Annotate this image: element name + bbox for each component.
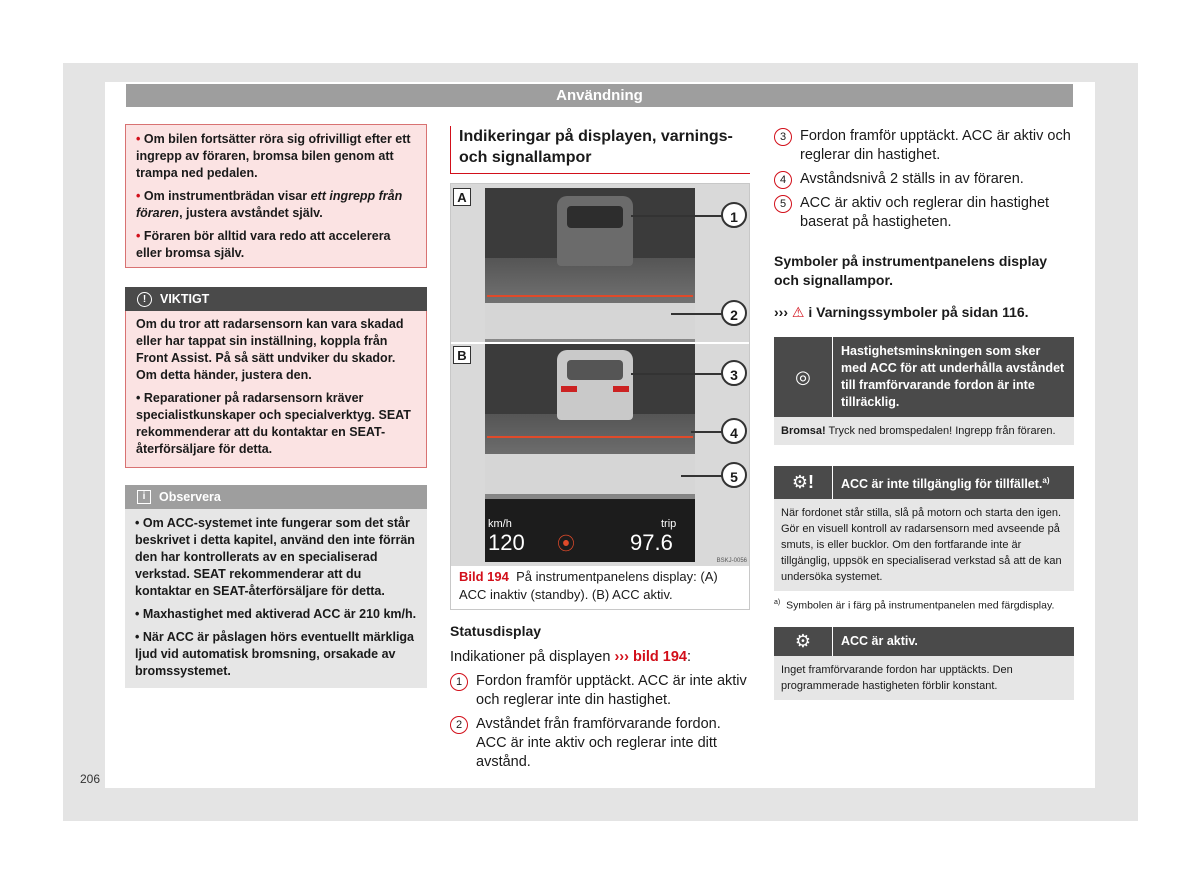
warning-item: • Om instrumentbrädan visar ett ingrepp från föraren, justera avståndet själv. — [136, 189, 403, 220]
panel-label-a: A — [453, 188, 471, 206]
list-item: 1 Fordon framför upptäckt. ACC är inte aktiv och reglerar inte din hastighet. — [450, 672, 750, 710]
callout-2: 2 — [721, 300, 747, 326]
status-intro: Indikationer på displayen ››› bild 194: — [450, 649, 692, 665]
page-number: 206 — [80, 772, 101, 786]
list-item: 3 Fordon framför upptäckt. ACC är aktiv och reglerar din hastighet. — [774, 127, 1074, 165]
section-title: Indikeringar på displayen, varnings- och signallampor — [450, 126, 750, 174]
list-item: 4 Avståndsnivå 2 ställs in av föraren. — [774, 170, 1074, 189]
callout-1: 1 — [721, 202, 747, 228]
viktigt-body: Om du tror att radarsensorn kan vara skadad eller har tappat sin inställning, koppla från Front Assist. På så sätt undviker du skador. Om detta händer, justera den. • Reparationer på radarsensorn kräver specialistkunskaper och specialverktyg. SEAT rekommenderar att du kontaktar en SEAT-återförsäljare för detta. — [125, 311, 427, 468]
car-icon — [557, 350, 633, 420]
observera-box — [125, 485, 427, 688]
footnote: $^{a)}$ Symbolen är i färg på instrumentpanelen med färgdisplay. — [774, 599, 1055, 612]
warning-triangle-icon: ⚠ — [791, 304, 805, 320]
viktigt-header: ! VIKTIGT — [125, 287, 427, 311]
warning-box — [125, 124, 427, 268]
distance-line — [487, 295, 693, 297]
symbol-box: ◎ Hastighetsminskningen som sker med ACC för att underhålla avståndet till framförvarande fordon är inte tillräcklig. Bromsa! Tryck ned bromspedalen! Ingrepp från föraren. — [774, 337, 1074, 445]
warning-reference[interactable]: ››› ⚠ i Varningssymboler på sidan 116. — [774, 304, 1029, 320]
observera-body: • Om ACC-systemet inte fungerar som det står beskrivet i detta kapitel, använd den inte förrän den har kontrollerats av en specialiserad verkstad. SEAT rekommenderar att du kontaktar en SEAT-återförsäljare för detta. • Maxhastighet med aktiverad ACC är 210 km/h. • När ACC är påslagen hörs eventuellt märkliga ljud vid automatisk bromsning, orsakade av bromssystemet. — [125, 509, 427, 688]
car-icon — [557, 196, 633, 266]
info-icon: i — [137, 490, 151, 504]
display-screen-a — [485, 188, 695, 342]
figure-caption: Bild 194 På instrumentpanelens display: (A) ACC inaktiv (standby). (B) ACC aktiv. — [459, 569, 718, 602]
figure-link[interactable]: bild 194 — [632, 649, 687, 665]
symbol-box: ⚙! ACC är inte tillgänglig för tillfället.$^{a)}$ När fordonet står stilla, slå på motorn och starta den igen. Gör en visuell kontroll av radarsensorn med avseende på smuts, is eller bucklor. Om den fortfarande inte är tillgänglig, uppsök en specialiserad verkstad så att de kan undersöka systemet. — [774, 466, 1074, 591]
trip-readout: 97.6 — [630, 530, 673, 555]
acc-speedometer-icon: ⦿ — [557, 534, 575, 554]
figure-panel-a — [451, 184, 749, 342]
callout-5: 5 — [721, 462, 747, 488]
viktigt-box — [125, 287, 427, 468]
list-item: 5 ACC är aktiv och reglerar din hastighet baserat på hastigheten. — [774, 194, 1074, 232]
display-screen-b: km/h 120 ⦿ trip 97.6 — [485, 344, 695, 562]
warning-item: • Föraren bör alltid vara redo att accelerera eller bromsa själv. — [136, 229, 391, 260]
acc-unavailable-icon: ⚙! — [774, 466, 833, 499]
acc-active-icon: ⚙ — [774, 627, 833, 656]
speed-readout: 120 — [488, 530, 525, 555]
panel-label-b: B — [453, 346, 471, 364]
observera-header: i Observera — [125, 485, 427, 509]
figure-panel-b — [451, 344, 749, 566]
symbol-box: ⚙ ACC är aktiv. Inget framförvarande fordon har upptäckts. Den programmerade hastigheten förblir konstant. — [774, 627, 1074, 700]
brake-warning-icon: ◎ — [774, 337, 833, 417]
list-item: 2 Avståndet från framförvarande fordon. ACC är inte aktiv och reglerar inte ditt avstånd. — [450, 715, 750, 772]
status-heading: Statusdisplay — [450, 623, 542, 639]
exclamation-icon: ! — [137, 292, 152, 307]
distance-line — [487, 436, 693, 438]
symbols-heading: Symboler på instrumentpanelens display och signallampor. — [774, 253, 1048, 288]
page-header: Användning — [126, 84, 1073, 107]
figure-194 — [450, 183, 750, 610]
figure-code: BSKJ-0056 — [716, 558, 747, 564]
callout-4: 4 — [721, 418, 747, 444]
callout-3: 3 — [721, 360, 747, 386]
warning-item: • Om bilen fortsätter röra sig ofrivilligt efter ett ingrepp av föraren, bromsa bilen genom att trampa ned pedalen. — [136, 132, 411, 180]
